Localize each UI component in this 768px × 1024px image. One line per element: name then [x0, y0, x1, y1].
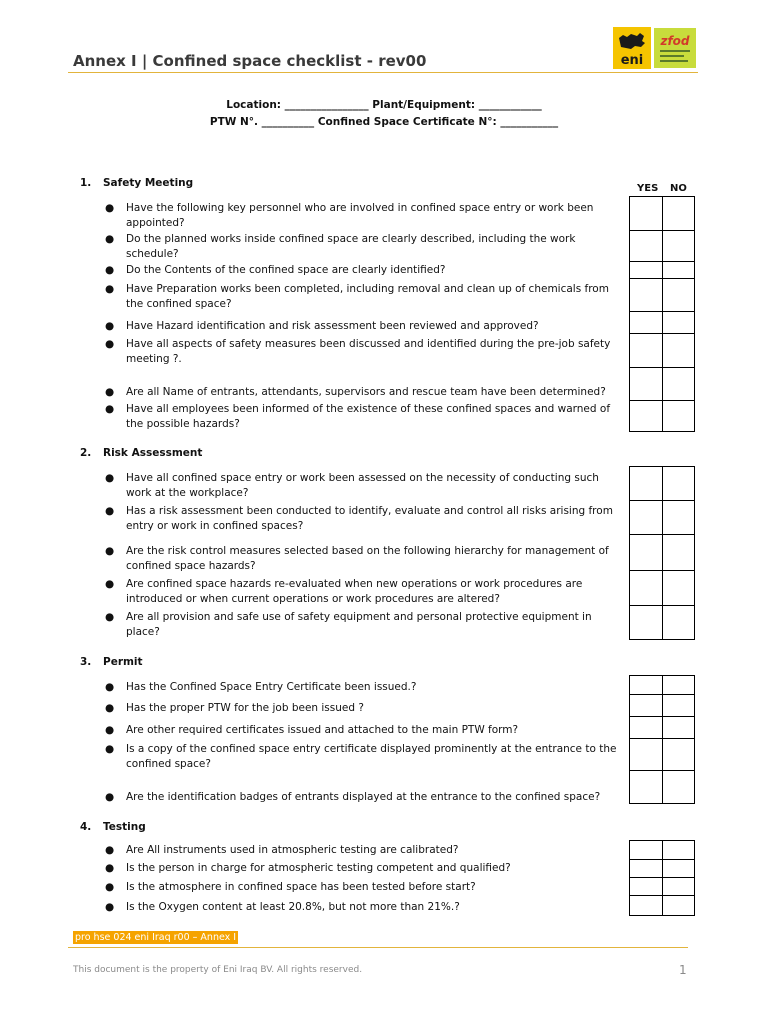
document-reference: pro hse 024 eni Iraq r00 – Annex I [75, 932, 237, 943]
answer-grid-permit[interactable] [629, 675, 695, 804]
section-number: 2. [80, 447, 92, 459]
eni-logo [613, 27, 651, 69]
question-item: ● Are All instruments used in atmospheric testing are calibrated? [105, 844, 459, 856]
question-item: ● Do the planned works inside confined space are clearly described, including the work schedule? [105, 233, 576, 260]
question-item: ● Have all employees been informed of the existence of these confined spaces and warned of the possible hazards? [105, 403, 611, 430]
header-divider [68, 72, 698, 73]
no-column-header: NO [670, 183, 687, 194]
question-item: ● Is the Oxygen content at least 20.8%, but not more than 21%.? [105, 901, 460, 913]
question-item: ● Is a copy of the confined space entry certificate displayed prominently at the entrance to the confined space? [105, 743, 617, 770]
section-title: Risk Assessment [103, 447, 203, 459]
question-item: ● Are all Name of entrants, attendants, supervisors and rescue team have been determined? [105, 386, 606, 398]
question-item: ● Has a risk assessment been conducted to identify, evaluate and control all risks arising from entry or work in confined spaces? [105, 505, 613, 532]
question-item: ● Have Preparation works been completed, including removal and clean up of chemicals from the confined space? [105, 283, 609, 310]
question-item: ● Have all aspects of safety measures been discussed and identified during the pre-job safety meeting ?. [105, 338, 611, 365]
location-plant-line: Location: ________________ Plant/Equipment: ____________ [226, 99, 542, 111]
question-item: ● Are other required certificates issued and attached to the main PTW form? [105, 724, 519, 736]
svg-text:eni: eni [620, 53, 644, 68]
question-item: ● Have Hazard identification and risk assessment been reviewed and approved? [105, 320, 539, 332]
question-item: ● Have all confined space entry or work been assessed on the necessity of conducting such work at the workplace? [105, 472, 599, 499]
section-title: Safety Meeting [103, 177, 194, 189]
zfod-logo [654, 28, 696, 68]
footer-divider [68, 947, 688, 948]
question-item: ● Are the identification badges of entrants displayed at the entrance to the confined space? [105, 791, 601, 803]
section-number: 4. [80, 821, 92, 833]
document-title: Annex I | Confined space checklist - rev00 [73, 52, 427, 70]
section-number: 3. [80, 656, 92, 668]
question-item: ● Do the Contents of the confined space are clearly identified? [105, 264, 446, 276]
question-item: ● Are the risk control measures selected based on the following hierarchy for management of confined space hazards? [105, 545, 609, 572]
question-item: ● Has the proper PTW for the job been issued ? [105, 702, 364, 714]
section-title: Permit [103, 656, 143, 668]
page-number: 1 [679, 963, 687, 977]
property-notice: This document is the property of Eni Iraq BV. All rights reserved. [73, 965, 363, 975]
yes-column-header: YES [637, 183, 659, 194]
answer-grid-risk-assessment[interactable] [629, 466, 695, 640]
answer-grid-safety-meeting[interactable] [629, 196, 695, 432]
question-item: ● Are all provision and safe use of safety equipment and personal protective equipment in place? [105, 611, 592, 638]
question-item: ● Is the atmosphere in confined space has been tested before start? [105, 881, 476, 893]
section-number: 1. [80, 177, 92, 189]
question-item: ● Are confined space hazards re-evaluated when new operations or work procedures are introduced or when current operations or work procedures are altered? [105, 578, 583, 605]
answer-grid-testing[interactable] [629, 840, 695, 916]
section-title: Testing [103, 821, 146, 833]
question-item: ● Is the person in charge for atmospheric testing competent and qualified? [105, 862, 511, 874]
svg-text:zfod: zfod [660, 34, 690, 48]
ptw-certificate-line: PTW N°. __________ Confined Space Certificate N°: ___________ [209, 116, 559, 128]
question-item: ● Has the Confined Space Entry Certificate been issued.? [105, 681, 417, 693]
question-item: ● Have the following key personnel who are involved in confined space entry or work been appointed? [105, 202, 594, 229]
